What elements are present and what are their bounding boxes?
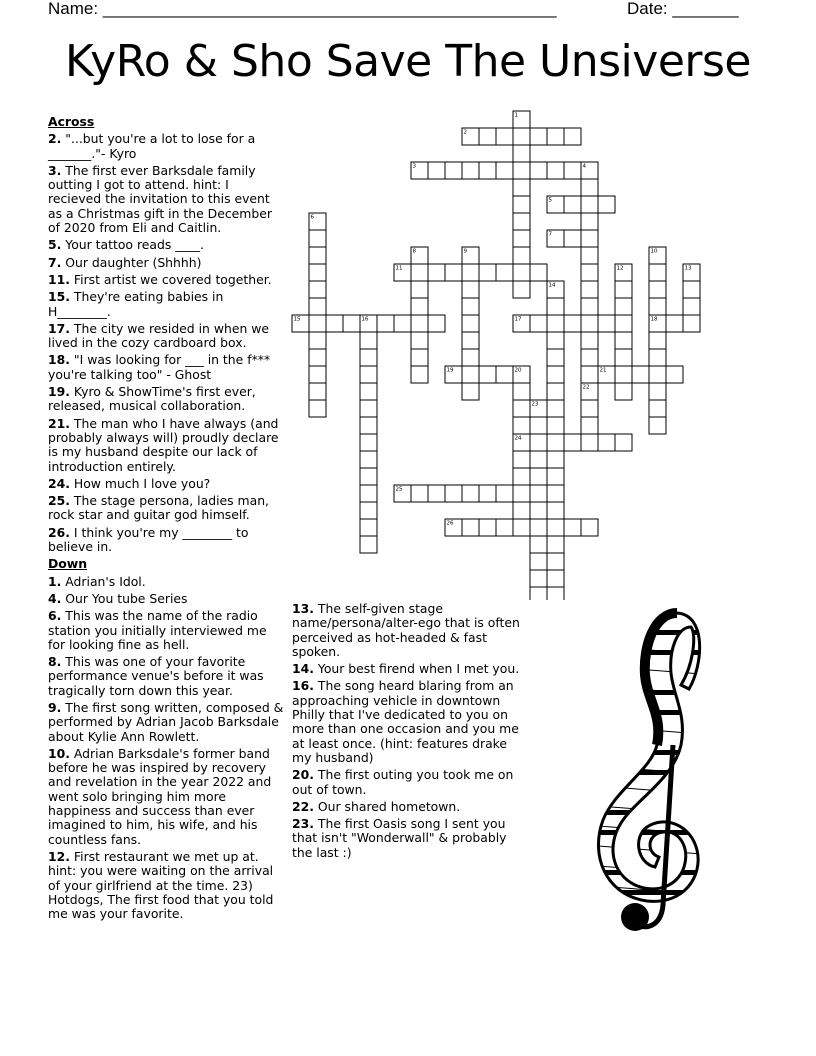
clue-number: 23. (292, 816, 314, 832)
grid-cell[interactable] (513, 179, 530, 196)
grid-cell[interactable] (615, 332, 632, 349)
grid-clue-number: 7 (548, 231, 552, 238)
grid-cell[interactable] (547, 332, 564, 349)
clue-text: "I was looking for ___ in the f*** you're talking too" - Ghost (48, 352, 271, 382)
clue-text: They're eating babies in H________. (48, 289, 224, 319)
grid-cell[interactable] (309, 332, 326, 349)
clue-text: "...but you're a lot to lose for a _______."- Kyro (48, 131, 256, 161)
clue-text: I think you're my ________ to believe in. (48, 524, 249, 555)
grid-cell[interactable] (581, 264, 598, 281)
grid-cell[interactable] (581, 400, 598, 417)
grid-cell[interactable] (513, 264, 530, 281)
grid-cell[interactable] (479, 485, 496, 502)
grid-cell[interactable] (581, 196, 598, 213)
grid-cell[interactable] (496, 264, 513, 281)
clue-number: 25. (48, 493, 70, 509)
grid-clue-number: 8 (412, 248, 416, 255)
grid-cell[interactable] (615, 298, 632, 315)
grid-cell[interactable] (462, 519, 479, 536)
grid-cell[interactable] (581, 417, 598, 434)
treble-clef-piano-icon (585, 605, 715, 945)
clue-item (292, 800, 528, 814)
clue-text: Our You tube Series (65, 590, 188, 606)
grid-clue-number: 6 (310, 214, 314, 221)
grid-cell[interactable] (547, 536, 564, 553)
name-label: Name: (48, 0, 99, 18)
grid-clue-number: 20 (514, 367, 522, 374)
grid-cell[interactable] (513, 128, 530, 145)
grid-cell[interactable] (479, 366, 496, 383)
clue-item (292, 662, 528, 676)
clue-item (48, 655, 284, 698)
grid-cell[interactable] (462, 264, 479, 281)
clue-number: 14. (292, 661, 314, 677)
down-clue-list-continued (292, 602, 528, 860)
grid-cell[interactable] (513, 230, 530, 247)
grid-clue-number: 21 (599, 367, 607, 374)
clue-number: 15. (48, 289, 70, 305)
across-heading: Across (48, 114, 95, 129)
clue-item (48, 701, 284, 744)
clue-text: Adrian's Idol. (65, 573, 146, 589)
grid-cell[interactable] (564, 519, 581, 536)
grid-cell[interactable] (564, 434, 581, 451)
clue-item (48, 164, 284, 235)
clue-item (292, 817, 528, 860)
grid-cell[interactable] (360, 502, 377, 519)
grid-cell[interactable] (598, 196, 615, 213)
clue-text: First restaurant we met up at. hint: you were waiting on the arrival of your girlfriend at the time. 23) Hotdogs, The first food that you told me was your favorite. (48, 848, 274, 922)
grid-cell[interactable] (564, 315, 581, 332)
grid-cell[interactable] (343, 315, 360, 332)
down-clue-list (48, 575, 284, 922)
clue-item (48, 592, 284, 606)
grid-cell[interactable] (513, 400, 530, 417)
grid-cell[interactable] (411, 315, 428, 332)
clue-number: 19. (48, 384, 70, 400)
grid-cell[interactable] (445, 264, 462, 281)
clue-text: Your tattoo reads ____. (65, 237, 204, 253)
grid-clue-number: 3 (412, 163, 416, 170)
grid-cell[interactable] (479, 128, 496, 145)
clue-item (48, 417, 284, 474)
clue-number: 26. (48, 524, 70, 540)
grid-cell[interactable] (547, 451, 564, 468)
grid-cell[interactable] (615, 383, 632, 400)
clue-item (48, 353, 284, 382)
grid-clue-number: 10 (650, 248, 658, 255)
clue-text: Kyro & ShowTime's first ever, released, musical collaboration. (48, 384, 256, 414)
grid-cell[interactable] (309, 281, 326, 298)
date-blank[interactable]: _______ (672, 0, 739, 18)
grid-cell[interactable] (683, 298, 700, 315)
grid-cell[interactable] (530, 315, 547, 332)
grid-cell[interactable] (547, 570, 564, 587)
grid-cell[interactable] (581, 213, 598, 230)
grid-cell[interactable] (564, 230, 581, 247)
grid-cell[interactable] (309, 400, 326, 417)
grid-cell[interactable] (377, 315, 394, 332)
grid-cell[interactable] (530, 502, 547, 519)
grid-cell[interactable] (428, 485, 445, 502)
grid-clue-number: 24 (514, 435, 522, 442)
clue-text: How much I love you? (73, 475, 211, 491)
grid-cell[interactable] (411, 349, 428, 366)
grid-cell[interactable] (360, 451, 377, 468)
down-heading: Down (48, 556, 88, 572)
grid-cell[interactable] (564, 162, 581, 179)
grid-cell[interactable] (360, 332, 377, 349)
grid-cell[interactable] (547, 315, 564, 332)
grid-cell[interactable] (394, 315, 411, 332)
grid-cell[interactable] (581, 519, 598, 536)
grid-clue-number: 13 (684, 265, 692, 272)
grid-cell[interactable] (564, 196, 581, 213)
grid-clue-number: 22 (582, 384, 590, 391)
clue-item (48, 526, 284, 555)
grid-clue-number: 12 (616, 265, 624, 272)
grid-clue-number: 23 (531, 401, 539, 408)
grid-cell[interactable] (530, 162, 547, 179)
grid-cell[interactable] (326, 315, 343, 332)
grid-clue-number: 26 (446, 520, 454, 527)
grid-cell[interactable] (547, 468, 564, 485)
grid-clue-number: 17 (514, 316, 522, 323)
grid-cell[interactable] (547, 519, 564, 536)
grid-cell[interactable] (649, 298, 666, 315)
grid-cell[interactable] (530, 417, 547, 434)
grid-cell[interactable] (462, 281, 479, 298)
grid-clue-number: 25 (395, 486, 403, 493)
grid-cell[interactable] (360, 383, 377, 400)
clue-number: 18. (48, 352, 70, 368)
clue-text: The self-given stage name/persona/alter-ego that is often perceived as hot-headed & fast spoken. (292, 601, 520, 659)
grid-cell[interactable] (411, 298, 428, 315)
clue-number: 11. (48, 271, 70, 287)
clue-number: 4. (48, 590, 62, 606)
clue-number: 17. (48, 320, 70, 336)
grid-cell[interactable] (547, 366, 564, 383)
clue-text: Our shared hometown. (317, 798, 461, 814)
grid-cell[interactable] (666, 315, 683, 332)
clue-item (48, 477, 284, 491)
grid-cell[interactable] (547, 553, 564, 570)
grid-cell[interactable] (683, 281, 700, 298)
grid-cell[interactable] (632, 366, 649, 383)
clue-item (48, 385, 284, 414)
grid-cell[interactable] (530, 536, 547, 553)
grid-cell[interactable] (360, 366, 377, 383)
clue-text: Our daughter (Shhhh) (65, 254, 202, 270)
grid-cell[interactable] (581, 349, 598, 366)
clues-column-left (48, 112, 284, 921)
across-clue-list (48, 132, 284, 554)
grid-cell[interactable] (428, 315, 445, 332)
grid-clue-number: 16 (361, 316, 369, 323)
grid-cell[interactable] (309, 349, 326, 366)
grid-cell[interactable] (547, 298, 564, 315)
grid-cell[interactable] (462, 349, 479, 366)
grid-cell[interactable] (360, 434, 377, 451)
clue-text: The man who I have always (and probably always will) proudly declare is my husband despite our lack of introduction entirely. (48, 415, 279, 474)
grid-cell[interactable] (615, 366, 632, 383)
clues-column-right (292, 599, 528, 860)
clue-item (48, 256, 284, 270)
clue-number: 21. (48, 415, 70, 431)
grid-cell[interactable] (496, 366, 513, 383)
grid-cell[interactable] (513, 451, 530, 468)
grid-cell[interactable] (513, 383, 530, 400)
grid-clue-number: 11 (395, 265, 403, 272)
clue-number: 5. (48, 237, 62, 253)
grid-cell[interactable] (309, 383, 326, 400)
grid-cell[interactable] (360, 417, 377, 434)
grid-cell[interactable] (581, 332, 598, 349)
grid-cell[interactable] (360, 536, 377, 553)
grid-cell[interactable] (513, 247, 530, 264)
clue-text: The first outing you took me on out of town. (292, 767, 514, 797)
grid-cell[interactable] (530, 587, 547, 600)
grid-cell[interactable] (649, 332, 666, 349)
grid-cell[interactable] (411, 264, 428, 281)
grid-cell[interactable] (666, 366, 683, 383)
grid-cell[interactable] (547, 162, 564, 179)
clue-text: The first ever Barksdale family outting I got to attend. hint: I recieved the invitation to this event as a Christmas gift in the December of 2020 from Eli and Caitlin. (48, 162, 272, 236)
grid-cell[interactable] (683, 315, 700, 332)
grid-cell[interactable] (615, 281, 632, 298)
grid-cell[interactable] (649, 264, 666, 281)
clue-item (48, 494, 284, 523)
grid-cell[interactable] (615, 434, 632, 451)
grid-cell[interactable] (462, 383, 479, 400)
clue-number: 6. (48, 608, 62, 624)
grid-cell[interactable] (649, 383, 666, 400)
clue-item (292, 679, 528, 765)
clue-item (48, 290, 284, 319)
grid-cell[interactable] (462, 485, 479, 502)
grid-cell[interactable] (309, 298, 326, 315)
grid-cell[interactable] (513, 468, 530, 485)
clue-text: Your best firend when I met you. (317, 661, 520, 677)
clue-number: 3. (48, 162, 62, 178)
grid-cell[interactable] (581, 434, 598, 451)
grid-cell[interactable] (411, 332, 428, 349)
clue-number: 7. (48, 254, 62, 270)
grid-cell[interactable] (309, 230, 326, 247)
grid-clue-number: 5 (548, 197, 552, 204)
grid-cell[interactable] (547, 587, 564, 600)
clue-item (48, 322, 284, 351)
grid-cell[interactable] (581, 230, 598, 247)
clue-text: Adrian Barksdale's former band before he was inspired by recovery and revelation in the year 2022 and went solo bringing him more happiness and success than ever imagined to him, his wife, and his countless fans. (48, 745, 272, 847)
grid-cell[interactable] (649, 400, 666, 417)
grid-cell[interactable] (411, 485, 428, 502)
grid-cell[interactable] (581, 366, 598, 383)
clue-text: The first Oasis song I sent you that isn't "Wonderwall" & probably the last :) (292, 816, 507, 860)
grid-cell[interactable] (428, 264, 445, 281)
grid-cell[interactable] (428, 162, 445, 179)
grid-cell[interactable] (513, 162, 530, 179)
grid-cell[interactable] (513, 213, 530, 230)
grid-cell[interactable] (581, 247, 598, 264)
grid-cell[interactable] (530, 519, 547, 536)
grid-cell[interactable] (547, 400, 564, 417)
clue-text: The song heard blaring from an approaching vehicle in downtown Philly that I've dedicated to you on more than one occasion and you me at least once. (hint: features drake my husband) (292, 678, 519, 765)
clue-item (292, 602, 528, 659)
grid-cell[interactable] (649, 349, 666, 366)
clue-number: 10. (48, 745, 70, 761)
grid-cell[interactable] (547, 128, 564, 145)
grid-cell[interactable] (530, 570, 547, 587)
grid-cell[interactable] (530, 485, 547, 502)
grid-cell[interactable] (462, 366, 479, 383)
clue-text: First artist we covered together. (73, 271, 272, 287)
grid-cell[interactable] (513, 485, 530, 502)
clue-item (48, 132, 284, 161)
clue-item (48, 609, 284, 652)
grid-clue-number: 1 (514, 112, 518, 119)
clue-text: The stage persona, ladies man, rock star and guitar god himself. (48, 493, 269, 523)
grid-cell[interactable] (615, 315, 632, 332)
grid-cell[interactable] (547, 502, 564, 519)
clue-text: This was the name of the radio station you initially interviewed me for looking fine as hell. (48, 608, 267, 652)
grid-cell[interactable] (530, 553, 547, 570)
clue-number: 20. (292, 767, 314, 783)
grid-cell[interactable] (411, 281, 428, 298)
grid-cell[interactable] (496, 162, 513, 179)
grid-cell[interactable] (513, 519, 530, 536)
clue-number: 8. (48, 654, 62, 670)
grid-cell[interactable] (513, 502, 530, 519)
clue-text: The city we resided in when we lived in the cozy cardboard box. (48, 320, 269, 351)
grid-cell[interactable] (547, 349, 564, 366)
grid-cell[interactable] (513, 196, 530, 213)
clue-item (48, 747, 284, 847)
grid-cell[interactable] (581, 315, 598, 332)
name-blank[interactable]: ________________________________________________ (102, 0, 557, 18)
grid-cell[interactable] (462, 332, 479, 349)
grid-cell[interactable] (530, 451, 547, 468)
clue-item (292, 768, 528, 797)
clue-item (48, 850, 284, 921)
grid-cell[interactable] (360, 485, 377, 502)
grid-cell[interactable] (547, 383, 564, 400)
grid-cell[interactable] (581, 281, 598, 298)
grid-cell[interactable] (496, 485, 513, 502)
puzzle-title: KyRo & Sho Save The Unsiverse (65, 36, 751, 87)
grid-cell[interactable] (309, 366, 326, 383)
grid-cell[interactable] (581, 298, 598, 315)
grid-clue-number: 14 (548, 282, 556, 289)
grid-cell[interactable] (513, 145, 530, 162)
grid-cell[interactable] (462, 315, 479, 332)
grid-clue-number: 18 (650, 316, 658, 323)
grid-cell[interactable] (598, 315, 615, 332)
clue-number: 22. (292, 798, 314, 814)
grid-cell[interactable] (496, 519, 513, 536)
clue-number: 24. (48, 475, 70, 491)
clue-number: 13. (292, 601, 314, 616)
grid-cell[interactable] (360, 468, 377, 485)
date-label: Date: (627, 0, 668, 18)
grid-cell[interactable] (615, 349, 632, 366)
grid-cell[interactable] (530, 128, 547, 145)
grid-cell[interactable] (309, 315, 326, 332)
clue-item (48, 238, 284, 252)
grid-cell[interactable] (530, 434, 547, 451)
grid-cell[interactable] (462, 162, 479, 179)
grid-cell[interactable] (445, 162, 462, 179)
grid-cell[interactable] (496, 128, 513, 145)
grid-clue-number: 15 (293, 316, 301, 323)
grid-cell[interactable] (479, 519, 496, 536)
grid-cell[interactable] (360, 349, 377, 366)
grid-cell[interactable] (479, 162, 496, 179)
grid-cell[interactable] (581, 179, 598, 196)
grid-cell[interactable] (309, 247, 326, 264)
grid-cell[interactable] (462, 298, 479, 315)
grid-cell[interactable] (547, 434, 564, 451)
grid-cell[interactable] (530, 468, 547, 485)
grid-clue-number: 9 (463, 248, 467, 255)
clue-item (48, 273, 284, 287)
grid-cell[interactable] (445, 485, 462, 502)
grid-cell[interactable] (649, 417, 666, 434)
grid-cell[interactable] (360, 400, 377, 417)
grid-cell[interactable] (513, 281, 530, 298)
grid-clue-number: 2 (463, 129, 467, 136)
grid-cell[interactable] (360, 519, 377, 536)
grid-cell[interactable] (309, 264, 326, 281)
grid-cell[interactable] (547, 417, 564, 434)
clue-item (48, 575, 284, 589)
grid-cell[interactable] (564, 128, 581, 145)
clue-number: 12. (48, 848, 70, 864)
grid-cell[interactable] (411, 366, 428, 383)
clue-text: The first song written, composed & performed by Adrian Jacob Barksdale about Kylie Ann Rowlett. (48, 699, 284, 744)
clue-number: 2. (48, 131, 62, 147)
grid-cell[interactable] (479, 264, 496, 281)
clue-number: 16. (292, 678, 314, 694)
grid-clue-number: 4 (582, 163, 586, 170)
clue-number: 9. (48, 699, 62, 715)
clue-number: 1. (48, 573, 62, 589)
grid-cell[interactable] (649, 281, 666, 298)
grid-cell[interactable] (530, 264, 547, 281)
clue-text: This was one of your favorite performance venue's before it was tragically torn down this year. (48, 654, 264, 698)
grid-cell[interactable] (513, 417, 530, 434)
grid-cell[interactable] (547, 485, 564, 502)
grid-cell[interactable] (598, 434, 615, 451)
grid-clue-number: 19 (446, 367, 454, 374)
grid-cell[interactable] (649, 366, 666, 383)
